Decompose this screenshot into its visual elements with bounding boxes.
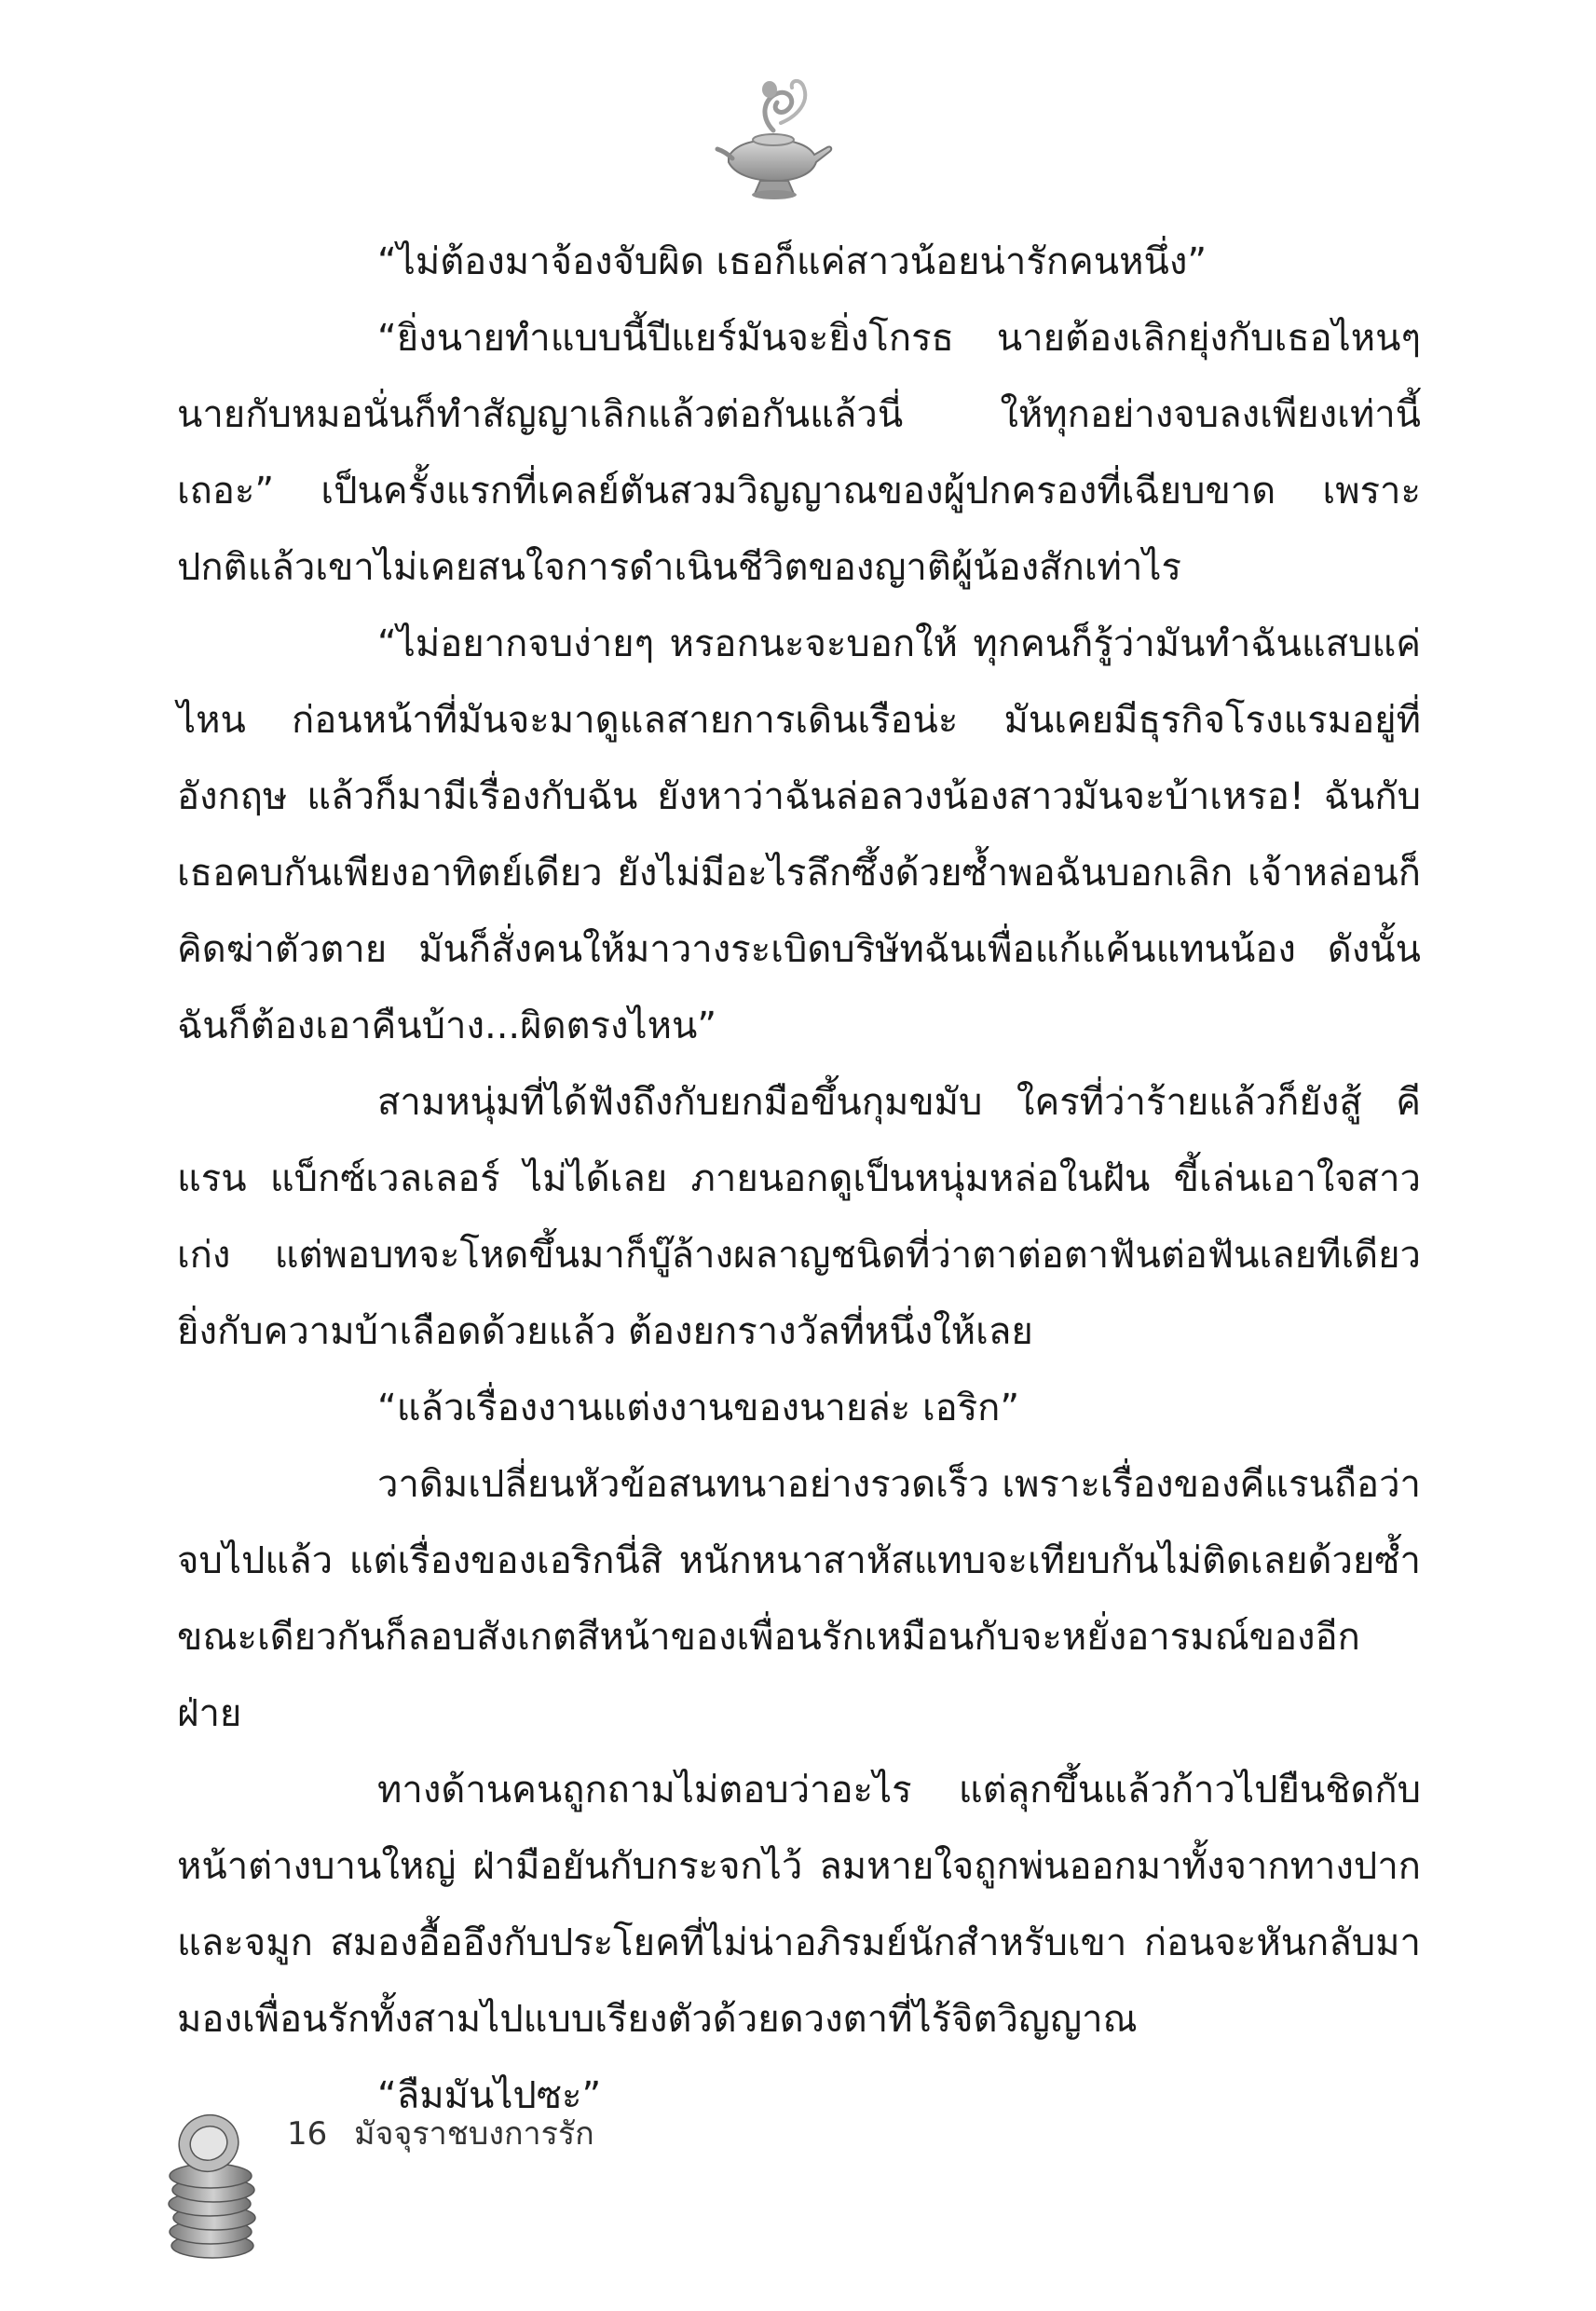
paragraph: “ไม่ต้องมาจ้องจับผิด เธอก็แค่สาวน้อยน่ารักคนหนึ่ง” xyxy=(377,240,1207,283)
paragraph: สามหนุ่มที่ได้ฟังถึงกับยกมือขึ้นกุมขมับ ใครที่ว่าร้ายแล้วก็ยังสู้ คีแรน แบ็กซ์เวลเลอร์ ไม่ได้เลย ภายนอกดูเป็นหนุ่มหล่อในฝัน ขี้เล่นเอาใจสาวเก่ง แต่พอบทจะโหดขึ้นมาก็บู๊ล้างผลาญชนิดที่ว่าตาต่อตาฟันต่อฟันเลยทีเดียว ยิ่งกับความบ้าเลือดด้วยแล้ว ต้องยกรางวัลที่หนึ่งให้เลย xyxy=(177,1081,1421,1353)
paragraph: “ยิ่งนายทำแบบนี้ปีแยร์มันจะยิ่งโกรธ นายต้องเลิกยุ่งกับเธอไหนๆ นายกับหมอนั่นก็ทำสัญญาเลิกแล้วต่อกันแล้วนี่ ให้ทุกอย่างจบลงเพียงเท่านี้เถอะ” เป็นครั้งแรกที่เคลย์ตันสวมวิญญาณของผู้ปกครองที่เฉียบขาด เพราะปกติแล้วเขาไม่เคยสนใจการดำเนินชีวิตของญาติผู้น้องสักเท่าไร xyxy=(177,317,1421,589)
paragraph: “แล้วเรื่องงานแต่งงานของนายล่ะ เอริก” xyxy=(377,1387,1020,1429)
paragraph: ทางด้านคนถูกถามไม่ตอบว่าอะไร แต่ลุกขึ้นแล้วก้าวไปยืนชิดกับหน้าต่างบานใหญ่ ฝ่ามือยันกับกระจกไว้ ลมหายใจถูกพ่นออกมาทั้งจากทางปากและจมูก สมองอื้ออึงกับประโยคที่ไม่น่าอภิรมย์นักสำหรับเขา ก่อนจะหันกลับมามองเพื่อนรักทั้งสามไปแบบเรียงตัวด้วยดวงตาที่ไร้จิตวิญญาณ xyxy=(177,1769,1421,2041)
magic-lamp-icon xyxy=(708,65,839,205)
poker-chips-icon xyxy=(157,2106,268,2264)
page-footer xyxy=(287,2108,594,2158)
paragraph: “ไม่อยากจบง่ายๆ หรอกนะจะบอกให้ ทุกคนก็รู้ว่ามันทำฉันแสบแค่ไหน ก่อนหน้าที่มันจะมาดูแลสายการเดินเรือน่ะ มันเคยมีธุรกิจโรงแรมอยู่ที่อังกฤษ แล้วก็มามีเรื่องกับฉัน ยังหาว่าฉันล่อลวงน้องสาวมันจะบ้าเหรอ! ฉันกับเธอคบกันเพียงอาทิตย์เดียว ยังไม่มีอะไรลึกซึ้งด้วยซ้ำพอฉันบอกเลิก เจ้าหล่อนก็คิดฆ่าตัวตาย มันก็สั่งคนให้มาวางระเบิดบริษัทฉันเพื่อแก้แค้นแทนน้อง ดังนั้นฉันก็ต้องเอาคืนบ้าง...ผิดตรงไหน” xyxy=(177,622,1421,1047)
paragraph: “ลืมมันไปซะ” xyxy=(377,2074,602,2117)
body-text xyxy=(177,224,1421,2134)
paragraph: วาดิมเปลี่ยนหัวข้อสนทนาอย่างรวดเร็ว เพราะเรื่องของคีแรนถือว่าจบไปแล้ว แต่เรื่องของเอริกนี่สิ หนักหนาสาหัสแทบจะเทียบกันไม่ติดเลยด้วยซ้ำ ขณะเดียวกันก็ลอบสังเกตสีหน้าของเพื่อนรักเหมือนกับจะหยั่งอารมณ์ของอีกฝ่าย xyxy=(177,1463,1421,1735)
page-number: 16 xyxy=(287,2115,328,2153)
book-title: มัจจุราชบงการรัก xyxy=(354,2115,594,2153)
